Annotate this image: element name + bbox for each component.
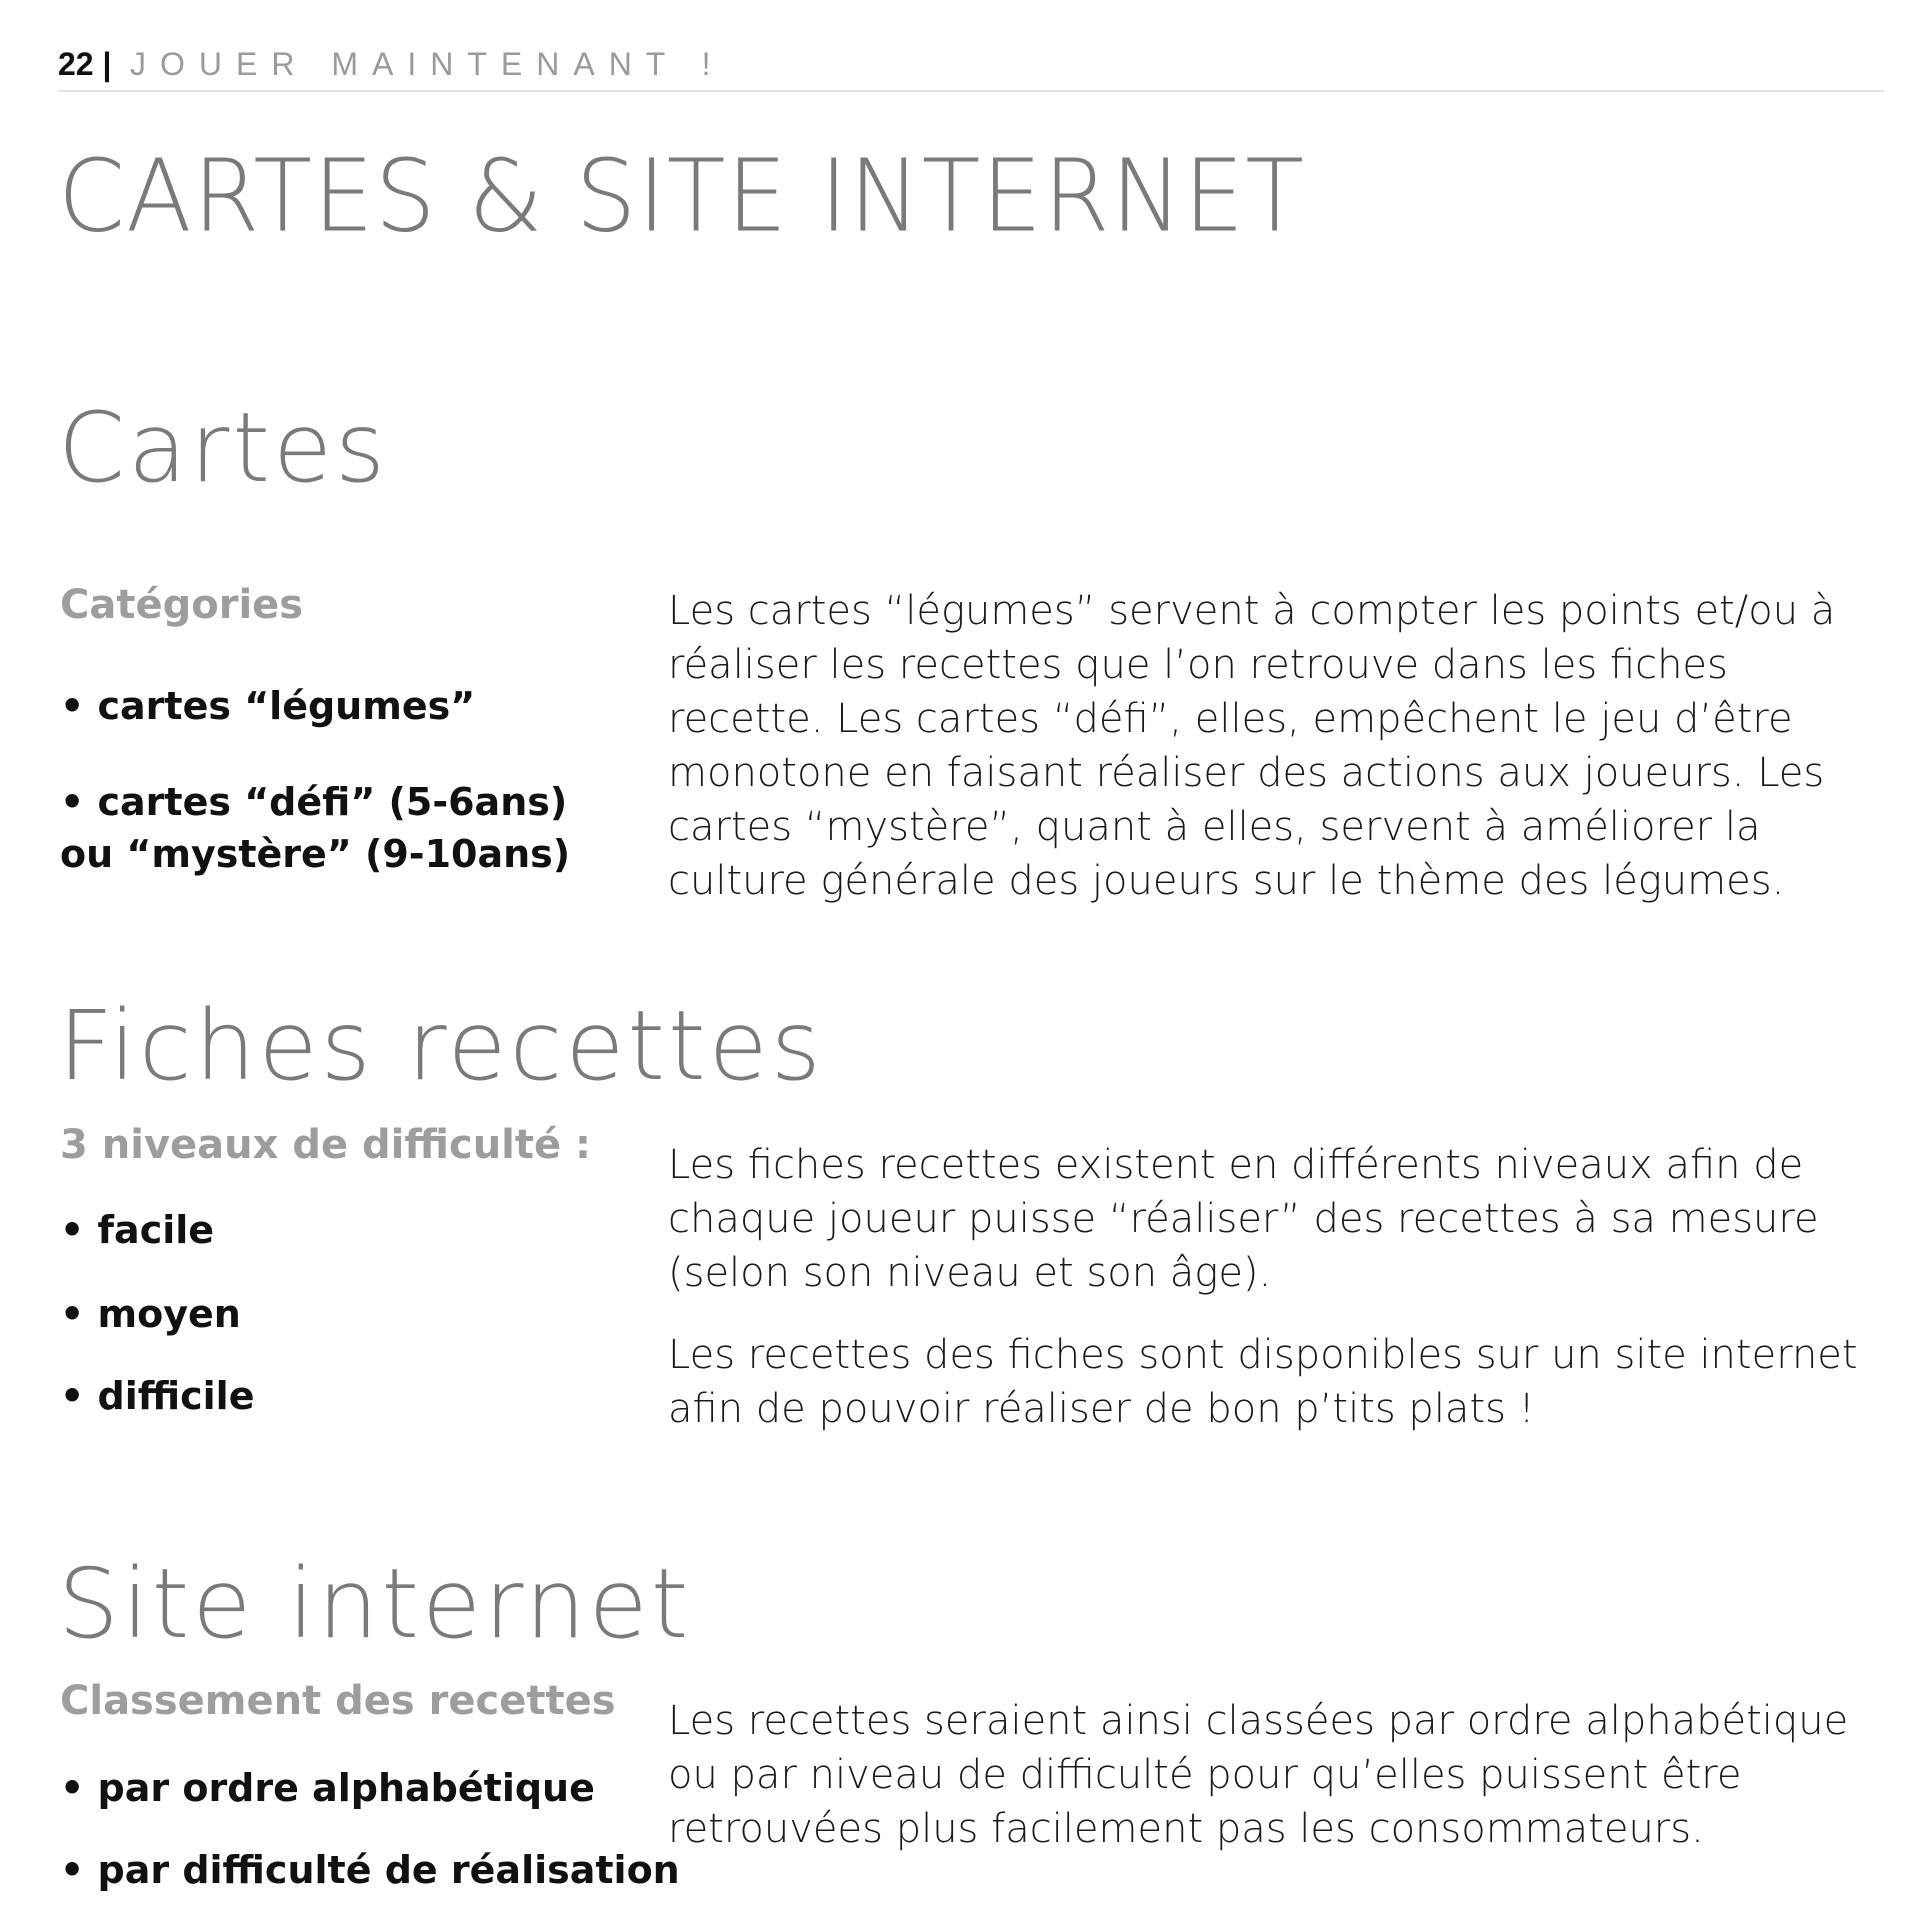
bullet-difficile: • difficile (60, 1374, 255, 1418)
page-number: 22 | (58, 46, 112, 82)
section-title-site-internet: Site internet (58, 1548, 692, 1660)
bullet-difficulte-realisation: • par difficulté de réalisation (60, 1848, 680, 1892)
paragraph-cartes: Les cartes “légumes” servent à compter les points et/ou à réaliser les recettes que l’on retrouve dans les fiches recette. Les cartes “défi”, elles, empêchent le jeu d’être monotone en faisant réaliser des actions aux joueurs. Les cartes “mystère”, quant à elles, servent à améliorer la culture générale des joueurs sur le thème des légumes. (668, 588, 1836, 904)
bullet-facile: • facile (60, 1208, 215, 1252)
section-title-cartes: Cartes (58, 392, 389, 504)
section-title-fiches-recettes: Fiches recettes (58, 990, 824, 1102)
bullet-ordre-alphabetique: • par ordre alphabétique (60, 1766, 595, 1810)
subhead-classement: Classement des recettes (60, 1678, 616, 1724)
paragraph-site: Les recettes seraient ainsi classées par ordre alphabétique ou par niveau de difficulté pour qu’elles puissent être retrouvées plus facilement pas les consommateurs. (668, 1698, 1849, 1852)
bullet-cartes-legumes: • cartes “légumes” (60, 684, 476, 728)
page-header (58, 38, 1884, 92)
bullet-moyen: • moyen (60, 1292, 241, 1336)
running-title: JOUER MAINTENANT ! (130, 46, 725, 82)
paragraph-fiches-2: Les recettes des fiches sont disponibles sur un site internet afin de pouvoir réaliser de bon p’tits plats ! (668, 1332, 1858, 1432)
paragraph-fiches-1: Les fiches recettes existent en différents niveaux afin de chaque joueur puisse “réaliser” des recettes à sa mesure (selon son niveau et son âge). (668, 1142, 1819, 1296)
page-title: CARTES & SITE INTERNET (58, 137, 1305, 255)
bullet-cartes-defi-mystere: • cartes “défi” (5-6ans) ou “mystère” (9-10ans) (60, 780, 571, 876)
subhead-difficulty-levels: 3 niveaux de difficulté : (60, 1122, 592, 1168)
subhead-categories: Catégories (60, 582, 304, 628)
